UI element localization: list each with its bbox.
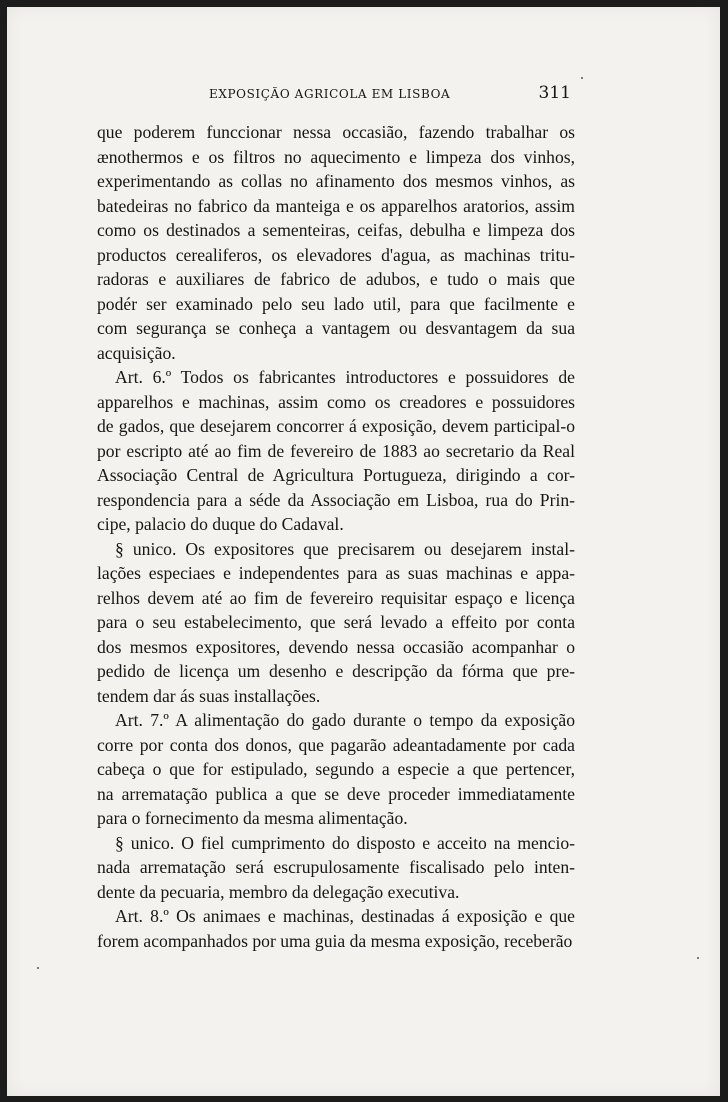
- text-line: com segurança se conheça a vantagem ou desvantagem da sua: [97, 318, 575, 338]
- article-heading-line: Art. 8.º Os animaes e machinas, destinadas á exposição e que: [115, 906, 575, 926]
- page-header: [97, 83, 575, 109]
- section-heading-line: § unico. Os expositores que precisarem ou desejarem instal-: [115, 538, 575, 559]
- text-line: relhos devem até ao fim de fevereiro requisitar espaço e licença: [97, 587, 575, 608]
- text-line: na arrematação publica a que se deve proceder immediatamente: [97, 783, 575, 804]
- text-line: podér ser examinado pelo seu lado util, para que facilmente e: [97, 293, 575, 314]
- text-line: cabeça o que for estipulado, segundo a especie a que pertencer,: [97, 759, 575, 779]
- text-line: forem acompanhados por uma guia da mesma exposição, receberão: [97, 930, 573, 951]
- section-heading-line: § unico. O fiel cumprimento do disposto e acceito na mencio-: [115, 832, 575, 853]
- text-line: corre por conta dos donos, que pagarão adeantadamente por cada: [97, 734, 575, 755]
- paper-speck: [581, 77, 583, 79]
- text-line: por escripto até ao fim de fevereiro de 1883 ao secretario da Real: [97, 440, 575, 461]
- text-line: radoras e auxiliares de fabrico de adubos, e tudo o mais que: [97, 269, 575, 289]
- body-text: [97, 120, 575, 953]
- article-heading-line: Art. 7.º A alimentação do gado durante o tempo da exposição: [115, 710, 575, 730]
- text-line: cipe, palacio do duque do Cadaval.: [97, 514, 344, 534]
- text-line: Associação Central de Agricultura Portugueza, dirigindo a cor-: [97, 465, 575, 485]
- article-heading-line: Art. 6.º Todos os fabricantes introductores e possuidores de: [115, 367, 575, 387]
- text-line: dos mesmos expositores, devendo nessa occasião acompanhar o: [97, 636, 575, 657]
- text-line: nada arrematação será escrupulosamente fiscalisado pelo inten-: [97, 857, 575, 877]
- text-line: tendem dar ás suas installações.: [97, 685, 321, 706]
- text-line: dente da pecuaria, membro da delegação executiva.: [97, 881, 460, 902]
- text-line: experimentando as collas no afinamento dos mesmos vinhos, as: [97, 171, 575, 191]
- text-line: batedeiras no fabrico da manteiga e os apparelhos aratorios, assim: [97, 195, 575, 216]
- text-line: como os destinados a sementeiras, ceifas, debulha e limpeza dos: [97, 220, 575, 240]
- text-line: respondencia para a séde da Associação em Lisboa, rua do Prin-: [97, 489, 575, 510]
- text-line: apparelhos e machinas, assim como os creadores e possuidores: [97, 391, 575, 412]
- text-line: de gados, que desejarem concorrer á exposição, devem participal-o: [97, 416, 575, 436]
- text-line: acquisição.: [97, 342, 176, 363]
- text-line: ænothermos e os filtros no aquecimento e limpeza dos vinhos,: [97, 146, 575, 167]
- paper-speck: [697, 957, 699, 959]
- book-page: [7, 7, 720, 1096]
- paper-speck: [37, 967, 39, 969]
- text-line: pedido de licença um desenho e descripção da fórma que pre-: [97, 661, 575, 681]
- text-line: productos cerealiferos, os elevadores d'agua, as machinas tritu-: [97, 244, 575, 265]
- text-line: que poderem funccionar nessa occasião, fazendo trabalhar os: [97, 122, 575, 142]
- running-title: EXPOSIÇÃO AGRICOLA EM LISBOA: [209, 87, 451, 101]
- text-line: para o seu estabelecimento, que será levado a effeito por conta: [97, 612, 575, 632]
- text-line: para o fornecimento da mesma alimentação.: [97, 808, 408, 828]
- text-line: lações especiaes e independentes para as suas machinas e appa-: [97, 563, 575, 583]
- page-number: 311: [538, 83, 571, 103]
